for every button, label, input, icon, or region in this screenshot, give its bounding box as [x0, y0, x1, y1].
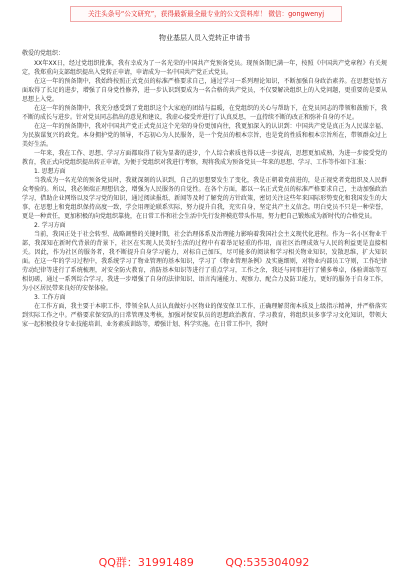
qq-text: QQ:535304092: [225, 556, 310, 569]
paragraph: 一年来，我在工作、思想、学习方面都取得了较为显著的进步，个人综合素质也得以进一步提高，思想更加成熟，为进一步接受党的教育，我正式向党组织提出转正申请，为便于党组织对我进行考察，现将我成为预备党员一年来的思想、学习、工作等作如下汇报：: [22, 150, 387, 166]
section-heading: 1. 思想方面: [34, 168, 66, 175]
paragraph: XX年XX日，经过党组织批准，我有幸成为了一名光荣的中国共产党预备党员。现预备期已满一年，按照《中国共产党章程》有关规定，我郑重向支部组织提出入党转正申请，申请成为一名中国共产党正式党员。: [22, 60, 387, 76]
document-title: 物业基层人员入党转正申请书: [159, 34, 250, 42]
section-heading: 2. 学习方面: [34, 222, 66, 229]
paragraph: 当我成为一名光荣的预备党员时，我就深刻的认识到，自己的思想要发生了变化，我是正朝着党前进的，是正视党者党组织及人民群众考验的。所以，我必须端正理想信念，增强为人民服务的自觉性。在各个方面，都以一名正式党员的标准严格要求自己，主动加强政治学习，借助企业网络以及学习党的知识，通过阅读报纸、新闻等及时了解党的方针政策，密切关注这些年来国际形势变化和我国发生的大事，在思想上和党组织保持高度一致，学会用理论联系实际，努力提升自我，充实自身，坚定共产主义信念。明白党员不只是一种荣誉，更是一种责任，更加积极的向党组织靠拢，在日常工作和社会生活中先行发挥模范带头作用，努力把自己锻炼成为新时代的合格党员。: [22, 177, 387, 220]
paragraph: 在这一年的预备期中，我充分感受到了党组织这个大家庭的团结与温暖，在党组织的关心与帮助下，在党员同志的带领和鼓励下，我不断的成长与进步。针对党员同志指出的意见和建议，我虚心接受并进行了认真反思，一直持续不断的改正和弥补自身的不足。: [22, 105, 387, 121]
section-heading: 3. 工作方面: [34, 294, 66, 301]
paragraph: 当前，我国正处于社会转型、战略调整的关键时期，社会治理体系及治理能力影响着我国社会主义现代化进程。作为一名小区物业干部，我深知在新时代背景的背景下，社区在实现人民美好生活的过程中有着举足轻重的作用，而社区治理成效与人民的利益更是直接相关。因此，作为社区的服务者，我不断提升自身学习能力，对标自己加压，尽可能多的阅读和学习相关物业知识，发散思维，扩大知识面。在这一年的学习过程中，我系统学习了物业管理的基本知识，学习了《物业管理条例》及实施细则，对物业内部员工守则，工作纪律劳动纪律等进行了系统梳理，对安全防火教育，消防基本知识等进行了重点学习，工作之余，我还与同事进行了懂多尊卓，体验训练等互相切磋，通过一系列综合学习，我进一步增强了自身的法律知识、语言沟通能力、观察力、配合力及防卫能力，更好的服务于自身工作，为小区居民带来良好的安保体验。: [22, 231, 387, 292]
paragraph: 在这一年的预备期中，我始终按照正式党员的标准严格要求自己，通过学习一系列理论知识，不断加强自身政治素养。在思想觉悟方面取得了长足的进步，增强了自身党性修养，进一步认识到要成为一名合格的共产党员，不仅要解决组织上的入党问题，更重要的是要从思想上入党。: [22, 78, 387, 103]
paragraph: 在这一年的预备期中，我对中国共产党正式党员这个光荣的身份更加向往，我更加深入的认识到：中国共产党是真正为人民谋幸福、为民族谋复兴的政党。本身拥护党的领导，不忘初心为人民服务，是一个党员的根本宗旨，也是党的性质和根本宗旨所在，带领群众过上美好生活。: [22, 123, 387, 148]
contact-footer: [0, 554, 408, 572]
promo-banner: 关注头条号“公文研究”，获得最新最全最专业的公文资料库！ 微信：gongwenyj: [70, 6, 342, 22]
paragraph: 在工作方面，我主要于本职工作，带领全队人员认真做好小区物业的保安保卫工作，正确理解贯彻本质及上级指示精神，并严格落实到实际工作之中。严格要求保安队的日常管理及考核，加强对保安队员的思想政治教育、学习教育，将组织员多事学习文化知识，带领大家一起积极投身专业技能培训、业务素质训练等，增强计划、科学实施。在日常工作中，我时: [22, 303, 387, 328]
salutation: 敬爱的党组织：: [22, 50, 65, 57]
document-body: [22, 34, 387, 548]
qq-group-text: QQ群：31991489: [98, 556, 194, 569]
